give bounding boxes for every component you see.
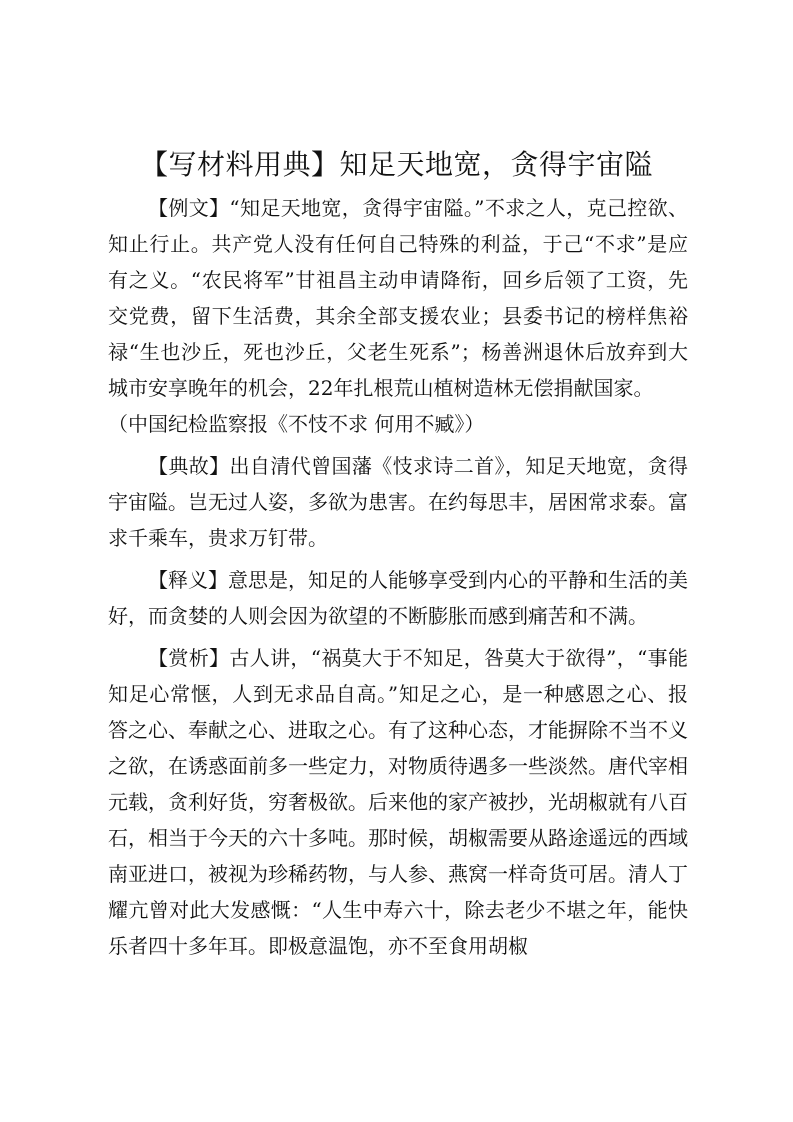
section-text-example: “知足天地宽，贪得宇宙隘。”不求之人，克己控欲、知止行止。共产党人没有任何自己特殊的利益，于己“不求”是应有之义。“农民将军”甘祖昌主动申请降衔，回乡后领了工资，先交党费，留下生活费，其余全部支援农业；县委书记的榜样焦裕禄“生也沙丘，死也沙丘，父老生死系”；杨善洲退休后放弃到大城市安享晚年的机会，22年扎根荒山植树造林无偿捐献国家。: [108, 196, 689, 400]
paragraph-meaning: [108, 562, 688, 634]
section-label-appreciation: 【赏析】: [148, 646, 230, 670]
paragraph-example: [108, 190, 688, 406]
section-text-allusion: 出自清代曾国藩《忮求诗二首》，知足天地宽，贪得宇宙隘。岂无过人姿，多欲为患害。在约每思丰，居困常求泰。富求千乘车，贵求万钉带。: [108, 454, 689, 550]
paragraph-appreciation: [108, 640, 688, 964]
document-body: [108, 190, 688, 970]
page-title: 【写材料用典】知足天地宽，贪得宇宙隘: [139, 148, 653, 181]
section-label-meaning: 【释义】: [148, 568, 228, 592]
section-text-appreciation: 古人讲，“祸莫大于不知足，咎莫大于欲得”，“事能知足心常惬，人到无求品自高。”知足之心，是一种感恩之心、报答之心、奉献之心、进取之心。有了这种心态，才能摒除不当不义之欲，在诱惑面前多一些定力，对物质待遇多一些淡然。唐代宰相元载，贪利好货，穷奢极欲。后来他的家产被抄，光胡椒就有八百石，相当于今天的六十多吨。那时候，胡椒需要从路途遥远的西域南亚进口，被视为珍稀药物，与人参、燕窝一样奇货可居。清人丁耀亢曾对此大发感慨：“人生中寿六十，除去老少不堪之年，能快乐者四十多年耳。即极意温饱，亦不至食用胡椒: [108, 646, 688, 958]
paragraph-source: [108, 406, 688, 442]
source-citation: （中国纪检监察报《不忮不求 何用不臧》）: [108, 412, 485, 436]
section-label-example: 【例文】: [148, 196, 230, 220]
section-text-meaning: 意思是，知足的人能够享受到内心的平静和生活的美好，而贪婪的人则会因为欲望的不断膨胀而感到痛苦和不满。: [108, 568, 688, 628]
section-label-allusion: 【典故】: [148, 454, 230, 478]
paragraph-allusion: [108, 448, 688, 556]
